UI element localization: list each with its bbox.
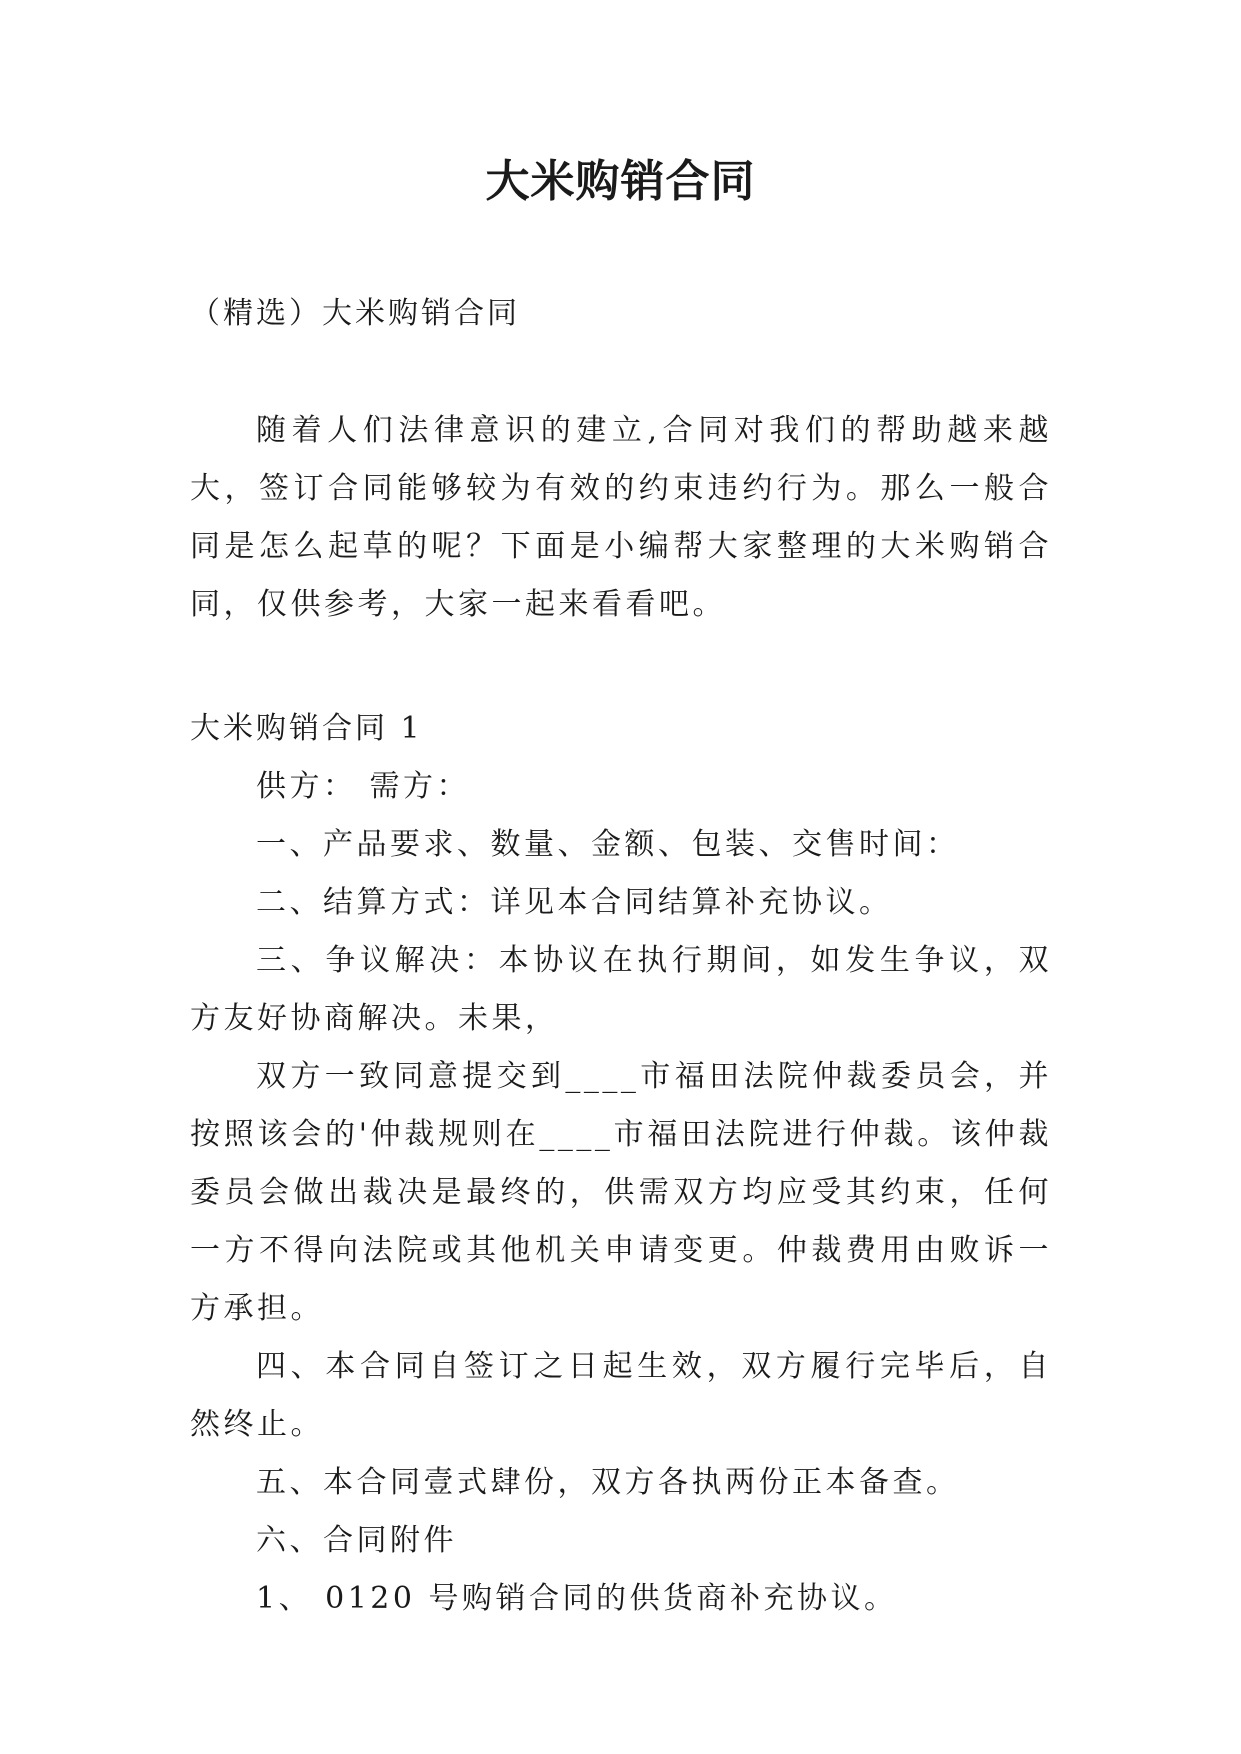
- document-subtitle: （精选）大米购销合同: [190, 296, 520, 331]
- clause-6: 六、合同附件: [256, 1523, 457, 1558]
- clause-2: 二、结算方式：详见本合同结算补充协议。: [256, 885, 893, 920]
- clause-4: 四、本合同自签订之日起生效，双方履行完毕后，自然终止。: [190, 1349, 1052, 1442]
- contract-heading: 大米购销合同 1: [190, 711, 423, 746]
- clause-3-arbitration: 双方一致同意提交到____市福田法院仲裁委员会，并按照该会的'仲裁规则在____市福田法院进行仲裁。该仲裁委员会做出裁决是最终的，供需双方均应受其约束，任何一方不得向法院或其他机关申请变更。仲裁费用由败诉一方承担。: [190, 1059, 1052, 1326]
- intro-paragraph: 随着人们法律意识的建立,合同对我们的帮助越来越大，签订合同能够较为有效的约束违约行为。那么一般合同是怎么起草的呢？下面是小编帮大家整理的大米购销合同，仅供参考，大家一起来看看吧。: [190, 413, 1052, 622]
- clause-3: 三、争议解决：本协议在执行期间，如发生争议，双方友好协商解决。未果，: [190, 943, 1052, 1036]
- attachment-item-1: 1、 0120 号购销合同的供货商补充协议。: [256, 1581, 898, 1616]
- page-title: 大米购销合同: [485, 156, 756, 207]
- clause-1: 一、产品要求、数量、金额、包装、交售时间：: [256, 827, 960, 862]
- parties-line: 供方： 需方：: [256, 769, 471, 804]
- intro-section: [190, 402, 1052, 634]
- contract-body: [190, 758, 1052, 1628]
- clause-5: 五、本合同壹式肆份，双方各执两份正本备查。: [256, 1465, 960, 1500]
